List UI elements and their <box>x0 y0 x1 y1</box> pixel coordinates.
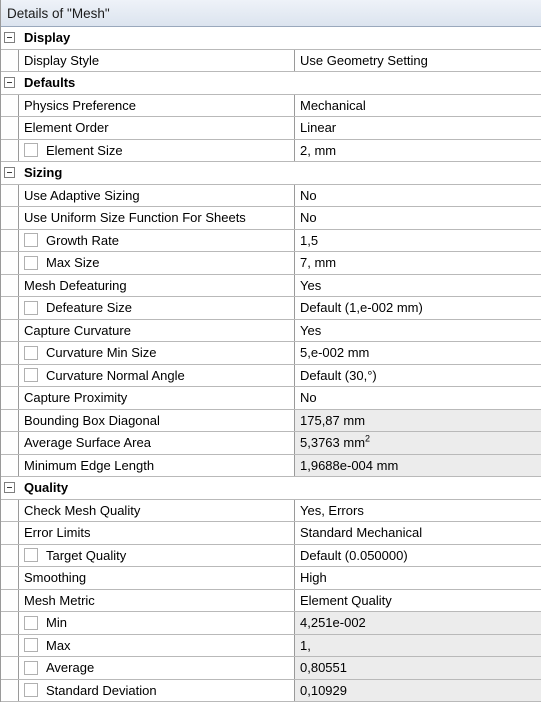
property-name <box>19 297 295 319</box>
group-label: Quality <box>24 480 69 495</box>
property-value[interactable] <box>295 117 541 139</box>
property-name-text: Target Quality <box>46 547 127 563</box>
property-value-text: Mechanical <box>300 97 366 113</box>
row-gutter <box>1 140 19 162</box>
row-gutter <box>1 117 19 139</box>
row-gutter <box>1 252 19 274</box>
row-gutter <box>1 567 19 589</box>
property-name-text: Element Order <box>24 120 109 136</box>
property-name <box>19 432 295 454</box>
property-value-text: 5,3763 mm <box>300 435 366 450</box>
group-label: Sizing <box>24 165 63 180</box>
property-name <box>19 230 295 252</box>
property-name <box>19 387 295 409</box>
property-value[interactable] <box>295 50 541 72</box>
property-row-mesh-metric[interactable] <box>1 590 541 613</box>
parameter-checkbox[interactable] <box>24 233 38 247</box>
property-name-text: Smoothing <box>24 570 87 586</box>
property-value[interactable] <box>295 207 541 229</box>
property-grid <box>1 27 541 702</box>
property-value-text: Linear <box>300 120 337 135</box>
property-value[interactable] <box>295 230 541 252</box>
property-value-text: 175,87 mm <box>300 412 366 428</box>
property-value <box>295 432 541 454</box>
parameter-checkbox[interactable] <box>24 548 38 562</box>
property-name <box>19 455 295 477</box>
property-value-text: No <box>300 390 317 405</box>
property-name-text: Mesh Metric <box>24 592 95 608</box>
property-name-text: Average <box>46 660 95 676</box>
collapse-minus-icon[interactable] <box>4 32 15 43</box>
property-name-text: Bounding Box Diagonal <box>24 412 160 428</box>
property-name <box>19 342 295 364</box>
property-value-text: Yes <box>300 277 322 293</box>
property-row-min[interactable] <box>1 612 541 635</box>
property-name <box>19 590 295 612</box>
property-value <box>295 612 541 634</box>
row-gutter <box>1 72 19 94</box>
property-row-capture-curvature[interactable] <box>1 320 541 343</box>
parameter-checkbox[interactable] <box>24 661 38 675</box>
group-header-display[interactable] <box>1 27 541 50</box>
property-value[interactable] <box>295 275 541 297</box>
property-row-physics-preference[interactable] <box>1 95 541 118</box>
property-value-text: Default (0.050000) <box>300 547 408 563</box>
property-row-use-adaptive-sizing[interactable] <box>1 185 541 208</box>
property-name <box>19 567 295 589</box>
row-gutter <box>1 387 19 409</box>
row-gutter <box>1 657 19 679</box>
property-row-curvature-min-size[interactable] <box>1 342 541 365</box>
property-name <box>19 500 295 522</box>
property-value-text: 0,80551 <box>300 660 347 675</box>
property-name-text: Physics Preference <box>24 97 136 113</box>
property-value-text: Default (30,°) <box>300 367 377 383</box>
property-value[interactable] <box>295 320 541 342</box>
property-name <box>19 680 295 702</box>
property-value-text: Yes, Errors <box>300 502 364 518</box>
property-name <box>19 117 295 139</box>
row-gutter <box>1 500 19 522</box>
property-value <box>295 410 541 432</box>
collapse-minus-icon[interactable] <box>4 167 15 178</box>
property-name <box>19 320 295 342</box>
property-value-text: Yes <box>300 322 322 338</box>
property-name-text: Max <box>46 637 71 653</box>
property-value[interactable] <box>295 185 541 207</box>
property-row-check-mesh-quality[interactable] <box>1 500 541 523</box>
property-name-text: Defeature Size <box>46 300 132 316</box>
property-value-text: 7, mm <box>300 255 337 270</box>
parameter-checkbox[interactable] <box>24 616 38 630</box>
property-value-text: No <box>300 210 317 225</box>
property-row-growth-rate[interactable] <box>1 230 541 253</box>
property-value <box>295 680 541 702</box>
row-gutter <box>1 50 19 72</box>
row-gutter <box>1 95 19 117</box>
row-gutter <box>1 27 19 49</box>
property-value[interactable] <box>295 140 541 162</box>
group-label: Display <box>24 30 71 45</box>
property-value-text: Standard Mechanical <box>300 525 423 540</box>
property-value-text: 5,e-002 mm <box>300 345 370 360</box>
row-gutter <box>1 185 19 207</box>
parameter-checkbox[interactable] <box>24 301 38 315</box>
parameter-checkbox[interactable] <box>24 638 38 652</box>
property-name-text: Display Style <box>24 52 100 68</box>
property-name-text: Capture Proximity <box>24 390 128 406</box>
property-name-text: Min <box>46 615 67 631</box>
property-name-text: Minimum Edge Length <box>24 457 155 473</box>
property-name-text: Growth Rate <box>46 232 119 248</box>
property-row-element-size[interactable] <box>1 140 541 163</box>
property-value[interactable] <box>295 297 541 319</box>
property-name <box>19 410 295 432</box>
property-row-bounding-box-diagonal[interactable] <box>1 410 541 433</box>
property-row-capture-proximity[interactable] <box>1 387 541 410</box>
row-gutter <box>1 410 19 432</box>
property-row-mesh-defeaturing[interactable] <box>1 275 541 298</box>
row-gutter <box>1 455 19 477</box>
parameter-checkbox[interactable] <box>24 346 38 360</box>
group-header-quality[interactable] <box>1 477 541 500</box>
row-gutter <box>1 635 19 657</box>
property-value <box>295 635 541 657</box>
property-value[interactable] <box>295 95 541 117</box>
row-gutter <box>1 320 19 342</box>
property-value-text: 0,10929 <box>300 682 347 698</box>
property-name <box>19 50 295 72</box>
property-name <box>19 365 295 387</box>
unit-exponent: 2 <box>365 433 371 444</box>
property-name-text: Element Size <box>46 142 123 158</box>
group-label: Defaults <box>24 75 76 90</box>
property-row-standard-deviation[interactable] <box>1 680 541 702</box>
parameter-checkbox[interactable] <box>24 256 38 270</box>
collapse-minus-icon[interactable] <box>4 77 15 88</box>
property-value[interactable] <box>295 522 541 544</box>
property-value-text: Use Geometry Setting <box>300 52 428 68</box>
property-value[interactable] <box>295 387 541 409</box>
property-name-text: Curvature Min Size <box>46 345 157 361</box>
group-header-sizing[interactable] <box>1 162 541 185</box>
row-gutter <box>1 162 19 184</box>
property-row-average[interactable] <box>1 657 541 680</box>
property-name-text: Check Mesh Quality <box>24 502 141 518</box>
property-value-text: 1,9688e-004 mm <box>300 457 399 473</box>
property-value[interactable] <box>295 342 541 364</box>
panel-title: Details of "Mesh" <box>1 0 541 27</box>
row-gutter <box>1 230 19 252</box>
parameter-checkbox[interactable] <box>24 143 38 157</box>
row-gutter <box>1 612 19 634</box>
property-row-target-quality[interactable] <box>1 545 541 568</box>
property-row-max[interactable] <box>1 635 541 658</box>
row-gutter <box>1 477 19 499</box>
property-name <box>19 252 295 274</box>
row-gutter <box>1 432 19 454</box>
property-row-curvature-normal-angle[interactable] <box>1 365 541 388</box>
property-value[interactable] <box>295 590 541 612</box>
property-row-error-limits[interactable] <box>1 522 541 545</box>
parameter-checkbox[interactable] <box>24 683 38 697</box>
property-name <box>19 140 295 162</box>
property-name-text: Mesh Defeaturing <box>24 277 127 293</box>
parameter-checkbox[interactable] <box>24 368 38 382</box>
row-gutter <box>1 680 19 702</box>
property-name <box>19 95 295 117</box>
property-value-text: Element Quality <box>300 592 392 608</box>
property-name <box>19 185 295 207</box>
property-row-max-size[interactable] <box>1 252 541 275</box>
property-value-text: 1,5 <box>300 232 319 248</box>
property-row-smoothing[interactable] <box>1 567 541 590</box>
property-value <box>295 657 541 679</box>
property-name-text: Capture Curvature <box>24 322 131 338</box>
property-name-text: Standard Deviation <box>46 682 157 698</box>
row-gutter <box>1 275 19 297</box>
property-row-display-style[interactable] <box>1 50 541 73</box>
property-value[interactable] <box>295 500 541 522</box>
property-value[interactable] <box>295 365 541 387</box>
row-gutter <box>1 590 19 612</box>
property-name <box>19 207 295 229</box>
row-gutter <box>1 207 19 229</box>
property-value-text: 2, mm <box>300 142 337 158</box>
property-value[interactable] <box>295 545 541 567</box>
property-value[interactable] <box>295 567 541 589</box>
property-value-text: High <box>300 570 327 585</box>
property-value-text: 4,251e-002 <box>300 615 366 630</box>
row-gutter <box>1 342 19 364</box>
property-name <box>19 275 295 297</box>
property-name-text: Use Uniform Size Function For Sheets <box>24 210 246 226</box>
property-name-text: Max Size <box>46 255 100 271</box>
property-row-minimum-edge-length[interactable] <box>1 455 541 478</box>
property-name <box>19 522 295 544</box>
property-row-defeature-size[interactable] <box>1 297 541 320</box>
property-name-text: Average Surface Area <box>24 435 151 451</box>
property-value-text: No <box>300 187 317 203</box>
property-name <box>19 635 295 657</box>
row-gutter <box>1 545 19 567</box>
collapse-minus-icon[interactable] <box>4 482 15 493</box>
property-name-text: Curvature Normal Angle <box>46 367 185 383</box>
property-name <box>19 545 295 567</box>
property-value-text: Default (1,e-002 mm) <box>300 300 423 315</box>
property-value <box>295 455 541 477</box>
group-header-defaults[interactable] <box>1 72 541 95</box>
row-gutter <box>1 365 19 387</box>
row-gutter <box>1 297 19 319</box>
property-name <box>19 612 295 634</box>
property-value-text: 1, <box>300 637 311 653</box>
property-row-element-order[interactable] <box>1 117 541 140</box>
property-row-average-surface-area[interactable] <box>1 432 541 455</box>
property-row-use-uniform-size-function-for-sheets[interactable] <box>1 207 541 230</box>
row-gutter <box>1 522 19 544</box>
property-name-text: Error Limits <box>24 525 91 541</box>
property-name-text: Use Adaptive Sizing <box>24 187 140 203</box>
property-name <box>19 657 295 679</box>
property-value[interactable] <box>295 252 541 274</box>
